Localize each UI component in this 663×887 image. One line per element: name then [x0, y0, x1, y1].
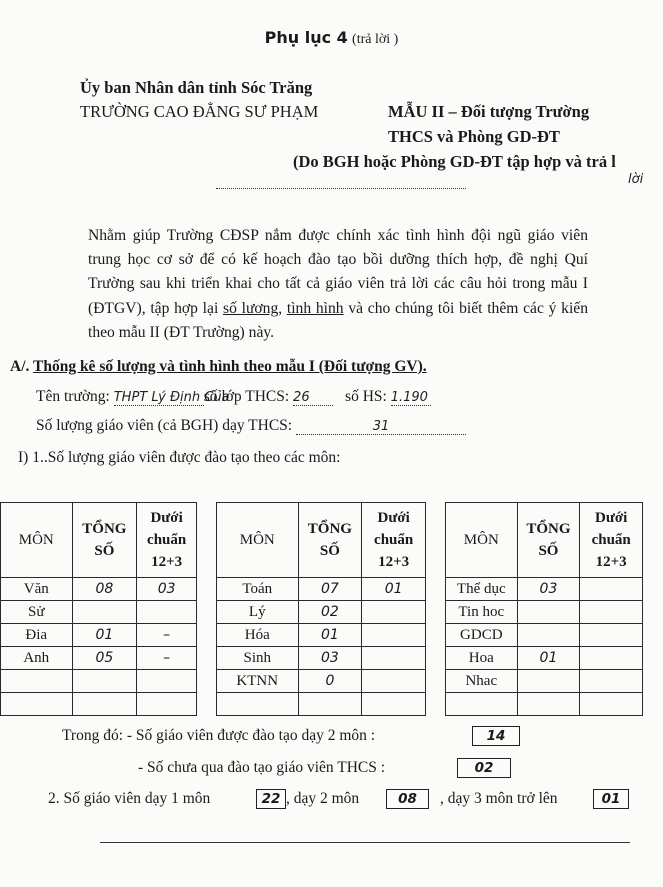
total-value: 01 [320, 627, 339, 643]
subject-cell: Đia [1, 624, 73, 647]
header-tong-so: TỔNG SỐ [72, 503, 137, 578]
substandard-cell[interactable] [580, 601, 643, 624]
table-row [217, 647, 426, 670]
subject-cell: Sử [1, 601, 73, 624]
form-label-line-2: THCS và Phòng GD-ĐT [388, 127, 560, 146]
header-duoi-chuan: Dưới chuẩn 12+3 [362, 503, 426, 578]
teach-1-subject-label: 2. Số giáo viên dạy 1 môn [48, 790, 211, 807]
table-row [446, 693, 643, 716]
form-label-line-3: (Do BGH hoặc Phòng GD-ĐT tập hợp và trả l [293, 152, 616, 171]
table-row [446, 670, 643, 693]
table-row [1, 601, 197, 624]
subject-cell: Nhac [446, 670, 518, 693]
substandard-cell[interactable] [362, 601, 426, 624]
table-header-row [446, 503, 643, 578]
table-row [1, 670, 197, 693]
question-1: I) 1..Số lượng giáo viên được đào tạo theo các môn: [18, 449, 341, 466]
subject-cell [1, 693, 73, 716]
substandard-cell[interactable] [362, 670, 426, 693]
total-cell[interactable] [517, 578, 580, 601]
total-cell[interactable] [298, 693, 362, 716]
total-cell[interactable] [72, 693, 137, 716]
subject-cell: GDCD [446, 624, 518, 647]
total-cell[interactable] [72, 578, 137, 601]
section-a-prefix: A/. [10, 358, 33, 375]
teach-1-subject-box[interactable]: 22 [256, 789, 286, 809]
appendix-subtitle: (trả lời ) [352, 32, 399, 47]
table-row [446, 647, 643, 670]
total-value: 03 [539, 581, 558, 597]
intro-text-1: Nhằm giúp Trường CĐSP nắm được chính xác tình hình đội ngũ giáo viên trung học cơ sở để có kế hoạch đào tạo bồi dưỡng thích hợp, đề nghị Quí Trường sau khi triển khai cho tất cả giáo viên trả lời các câu hỏi trong mẫu I (ĐTGV), tập hợp lại [88, 227, 588, 317]
subject-cell: Văn [1, 578, 73, 601]
total-cell[interactable] [517, 670, 580, 693]
subject-cell [1, 670, 73, 693]
section-a-heading [10, 358, 427, 376]
substandard-value: 03 [157, 581, 176, 597]
total-cell[interactable] [517, 601, 580, 624]
substandard-cell[interactable] [580, 647, 643, 670]
subject-table-2 [216, 502, 426, 716]
teacher-count-label: Số lượng giáo viên (cả BGH) dạy THCS: [36, 417, 296, 434]
form-label-line-1: MẪU II – Đối tượng Trường [388, 102, 590, 121]
table-row [446, 601, 643, 624]
substandard-value: – [163, 650, 171, 666]
substandard-cell[interactable] [362, 578, 426, 601]
substandard-value: 01 [384, 581, 403, 597]
issuer-line-2: TRƯỜNG CAO ĐẲNG SƯ PHẠM [80, 102, 319, 121]
total-value: 07 [320, 581, 339, 597]
substandard-cell[interactable] [137, 578, 197, 601]
subject-cell: Toán [217, 578, 299, 601]
school-name-field[interactable]: THPT Lý Định Của [113, 390, 230, 405]
subject-cell: Lý [217, 601, 299, 624]
total-cell[interactable] [298, 578, 362, 601]
substandard-cell[interactable] [580, 624, 643, 647]
substandard-cell[interactable] [137, 647, 197, 670]
student-count-label: số HS: [345, 388, 391, 405]
table-row [217, 670, 426, 693]
total-cell[interactable] [517, 647, 580, 670]
header-duoi-chuan: Dưới chuẩn 12+3 [137, 503, 197, 578]
substandard-cell[interactable] [362, 647, 426, 670]
handwritten-loi: lời [628, 172, 644, 187]
school-name-label: Tên trường: [36, 388, 114, 405]
section-a-title: Thống kê số lượng và tình hình theo mẫu I (Đối tượng GV). [32, 358, 427, 375]
table-row [217, 601, 426, 624]
substandard-cell[interactable] [580, 693, 643, 716]
subject-cell: Tin hoc [446, 601, 518, 624]
table-row [217, 693, 426, 716]
table-row [1, 647, 197, 670]
total-cell[interactable] [298, 601, 362, 624]
intro-sep: , [278, 299, 287, 317]
total-cell[interactable] [72, 624, 137, 647]
subject-table-1 [0, 502, 197, 716]
school-info-line [36, 388, 431, 406]
header-tong-so: TỔNG SỐ [517, 503, 580, 578]
appendix-title: Phụ lục 4 [264, 28, 348, 47]
total-cell[interactable] [298, 647, 362, 670]
table-header-row [217, 503, 426, 578]
untrained-label: - Số chưa qua đào tạo giáo viên THCS : [138, 759, 386, 776]
teach-2-subject-box[interactable]: 08 [386, 789, 429, 809]
subject-table-3 [445, 502, 643, 716]
total-cell[interactable] [517, 693, 580, 716]
table-row [217, 624, 426, 647]
total-cell[interactable] [72, 601, 137, 624]
header-mon: MÔN [217, 503, 299, 578]
untrained-box[interactable]: 02 [457, 758, 511, 778]
table-header-row [1, 503, 197, 578]
total-value: 05 [95, 650, 114, 666]
total-value: 0 [325, 673, 335, 689]
student-count-field[interactable]: 1.190 [391, 390, 431, 406]
header-dotted-rule [216, 188, 466, 189]
subject-cell: Sinh [217, 647, 299, 670]
subject-cell: Hoa [446, 647, 518, 670]
total-value: 08 [95, 581, 114, 597]
page-title [0, 28, 663, 48]
substandard-cell[interactable] [137, 624, 197, 647]
two-subject-trained-label: Trong đó: - Số giáo viên được đào tạo dạy 2 môn : [62, 727, 376, 744]
subject-cell: KTNN [217, 670, 299, 693]
table-row [217, 578, 426, 601]
total-value: 03 [320, 650, 339, 666]
substandard-cell[interactable] [580, 578, 643, 601]
total-value: 01 [539, 650, 558, 666]
subject-cell: Hóa [217, 624, 299, 647]
table-row [446, 624, 643, 647]
table-row [1, 624, 197, 647]
intro-underlined-2: tình hình [286, 299, 344, 317]
table-row [1, 693, 197, 716]
substandard-cell[interactable] [137, 693, 197, 716]
teach-3-subject-label: , dạy 3 môn trở lên [440, 790, 558, 807]
substandard-cell[interactable] [362, 624, 426, 647]
total-value: 02 [320, 604, 339, 620]
total-value: 01 [95, 627, 114, 643]
total-cell[interactable] [298, 670, 362, 693]
substandard-value: – [163, 627, 171, 643]
subject-cell: Thể dục [446, 578, 518, 601]
total-cell[interactable] [72, 670, 137, 693]
intro-text-2: và cho chúng tôi biết thêm các ý kiến theo mẫu II (ĐT Trường) này. [88, 299, 588, 341]
substandard-cell[interactable] [137, 601, 197, 624]
teach-3-subject-box[interactable]: 01 [593, 789, 629, 809]
two-subject-trained-box[interactable]: 14 [472, 726, 520, 746]
substandard-cell[interactable] [580, 670, 643, 693]
class-count-label: số lớp THCS: [203, 388, 294, 405]
teacher-count-line [36, 417, 466, 435]
teach-2-subject-label: , dạy 2 môn [286, 790, 360, 807]
substandard-cell[interactable] [362, 693, 426, 716]
intro-paragraph [88, 224, 588, 345]
total-cell[interactable] [517, 624, 580, 647]
header-tong-so: TỔNG SỐ [298, 503, 362, 578]
class-count-field[interactable]: 26 [293, 390, 333, 406]
subject-cell: Anh [1, 647, 73, 670]
substandard-cell[interactable] [137, 670, 197, 693]
total-cell[interactable] [72, 647, 137, 670]
table-row [446, 578, 643, 601]
header-mon: MÔN [446, 503, 518, 578]
subject-cell [217, 693, 299, 716]
intro-underlined-1: số lương [223, 299, 279, 317]
issuer-line-1: Ủy ban Nhân dân tỉnh Sóc Trăng [80, 78, 313, 97]
subject-cell [446, 693, 518, 716]
header-mon: MÔN [1, 503, 73, 578]
total-cell[interactable] [298, 624, 362, 647]
header-duoi-chuan: Dưới chuẩn 12+3 [580, 503, 643, 578]
teacher-count-field[interactable]: 31 [296, 419, 466, 435]
table-row [1, 578, 197, 601]
footer-rule [100, 842, 630, 843]
